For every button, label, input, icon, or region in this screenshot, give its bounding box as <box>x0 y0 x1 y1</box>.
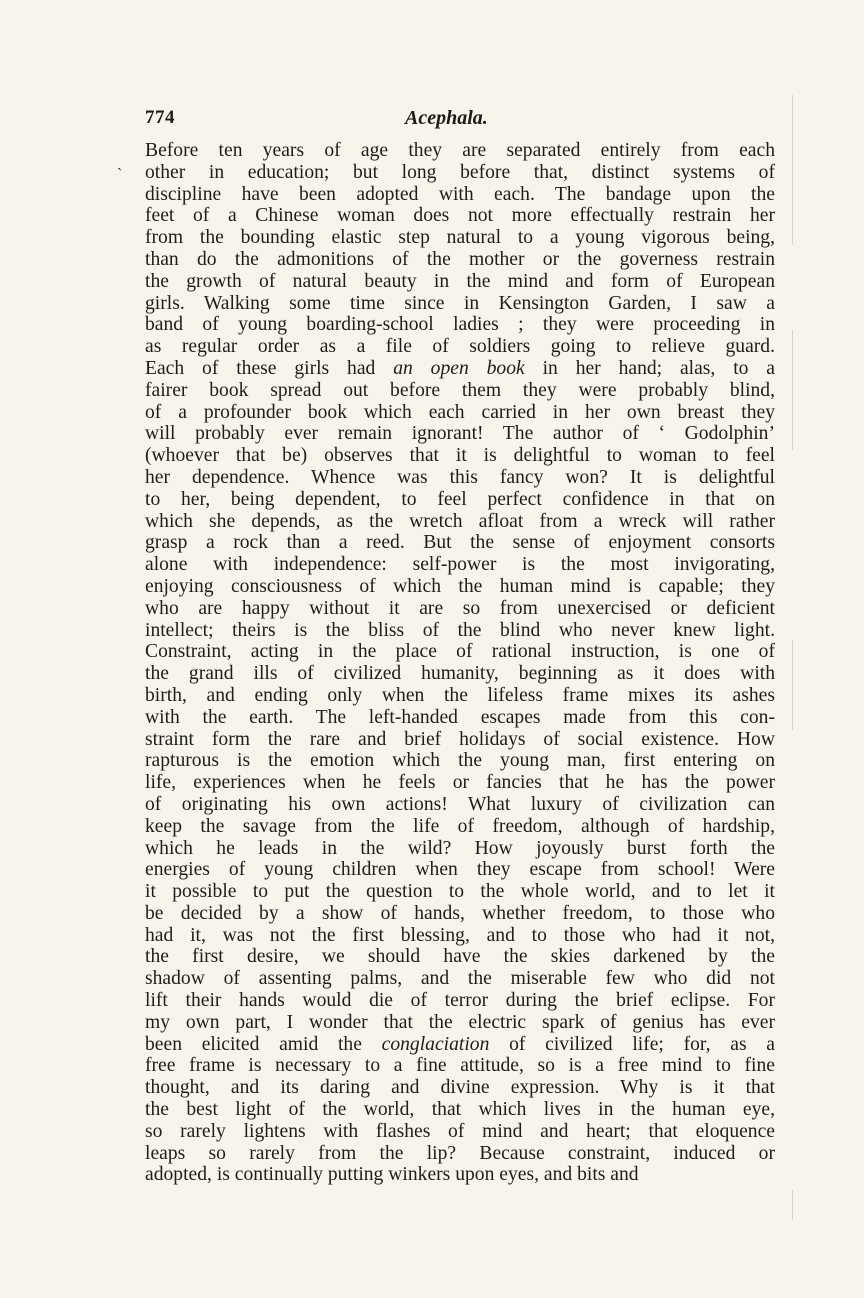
page-edge-rule <box>792 640 793 730</box>
text-line: other in education; but long before that, distinct systems of <box>145 161 775 183</box>
text-line: will probably ever remain ignorant! The author of ‘ Godolphin’ <box>145 423 775 445</box>
text-line: to her, being dependent, to feel perfect confidence in that on <box>145 488 775 510</box>
text-line: lift their hands would die of terror during the brief eclipse. For <box>145 990 775 1012</box>
text-line: shadow of assenting palms, and the miserable few who did not <box>145 968 775 990</box>
text-line: which he leads in the wild? How joyously burst forth the <box>145 837 775 859</box>
text-line: thought, and its daring and divine expression. Why is it that <box>145 1077 775 1099</box>
text-line: so rarely lightens with flashes of mind and heart; that eloquence <box>145 1120 775 1142</box>
text-line: (whoever that be) observes that it is delightful to woman to feel <box>145 445 775 467</box>
body-text <box>145 140 775 1186</box>
text-line: fairer book spread out before them they were probably blind, <box>145 379 775 401</box>
text-line: of a profounder book which each carried in her own breast they <box>145 401 775 423</box>
text-line: intellect; theirs is the bliss of the blind who never knew light. <box>145 619 775 641</box>
page-number: 774 <box>145 107 175 128</box>
text-line: the best light of the world, that which lives in the human eye, <box>145 1099 775 1121</box>
text-line: been elicited amid the conglaciation of civilized life; for, as a <box>145 1033 776 1055</box>
text-line: my own part, I wonder that the electric spark of genius has ever <box>145 1011 775 1033</box>
text-line: band of young boarding-school ladies ; they were proceeding in <box>145 314 775 336</box>
text-line: Before ten years of age they are separated entirely from each <box>145 140 775 161</box>
text-line: adopted, is continually putting winkers upon eyes, and bits and <box>145 1164 639 1186</box>
text-line: alone with independence: self-power is the most invigorating, <box>145 554 775 576</box>
text-line: her dependence. Whence was this fancy won? It is delightful <box>145 466 775 488</box>
text-line: grasp a rock than a reed. But the sense of enjoyment consorts <box>145 532 775 554</box>
text-line: feet of a Chinese woman does not more effectually restrain her <box>145 205 775 227</box>
text-line: which she depends, as the wretch afloat from a wreck will rather <box>145 510 775 532</box>
text-line: as regular order as a file of soldiers going to relieve guard. <box>145 336 775 358</box>
page-edge-rule <box>792 330 793 450</box>
running-title: Acephala. <box>405 107 488 129</box>
italic-phrase: an open book <box>393 357 525 379</box>
text-line: Each of these girls had an open book in her hand; alas, to a <box>145 357 776 379</box>
text-line: than do the admonitions of the mother or the governess restrain <box>145 248 775 270</box>
text-line: rapturous is the emotion which the young man, first entering on <box>145 750 775 772</box>
text-line: enjoying consciousness of which the human mind is capable; they <box>145 575 775 597</box>
text-line: birth, and ending only when the lifeless frame mixes its ashes <box>145 684 775 706</box>
text-line: discipline have been adopted with each. The bandage upon the <box>145 183 775 205</box>
page-edge-rule <box>792 1190 793 1220</box>
page-header <box>145 107 775 137</box>
text-line: it possible to put the question to the whole world, and to let it <box>145 881 775 903</box>
text-line: straint form the rare and brief holidays of social existence. How <box>145 728 775 750</box>
text-line: had it, was not the first blessing, and to those who had it not, <box>145 924 775 946</box>
text-line: free frame is necessary to a fine attitude, so is a free mind to fine <box>145 1055 775 1077</box>
text-line: with the earth. The left-handed escapes made from this con- <box>145 706 775 728</box>
text-line: energies of young children when they escape from school! Were <box>145 859 775 881</box>
text-line: who are happy without it are so from unexercised or deficient <box>145 597 775 619</box>
margin-mark: ` <box>117 166 123 183</box>
text-line: from the bounding elastic step natural to a young vigorous being, <box>145 227 775 249</box>
text-line: girls. Walking some time since in Kensington Garden, I saw a <box>145 292 775 314</box>
text-line: Constraint, acting in the place of rational instruction, is one of <box>145 641 775 663</box>
text-line: of originating his own actions! What luxury of civilization can <box>145 793 775 815</box>
text-line: leaps so rarely from the lip? Because constraint, induced or <box>145 1142 775 1164</box>
text-line: the grand ills of civilized humanity, beginning as it does with <box>145 663 775 685</box>
text-line: keep the savage from the life of freedom, although of hardship, <box>145 815 775 837</box>
text-line: be decided by a show of hands, whether freedom, to those who <box>145 902 775 924</box>
text-line: life, experiences when he feels or fancies that he has the power <box>145 772 775 794</box>
italic-phrase: conglaciation <box>381 1033 490 1055</box>
text-line: the growth of natural beauty in the mind and form of European <box>145 270 775 292</box>
page-edge-rule <box>792 95 793 245</box>
text-line: the first desire, we should have the skies darkened by the <box>145 946 775 968</box>
